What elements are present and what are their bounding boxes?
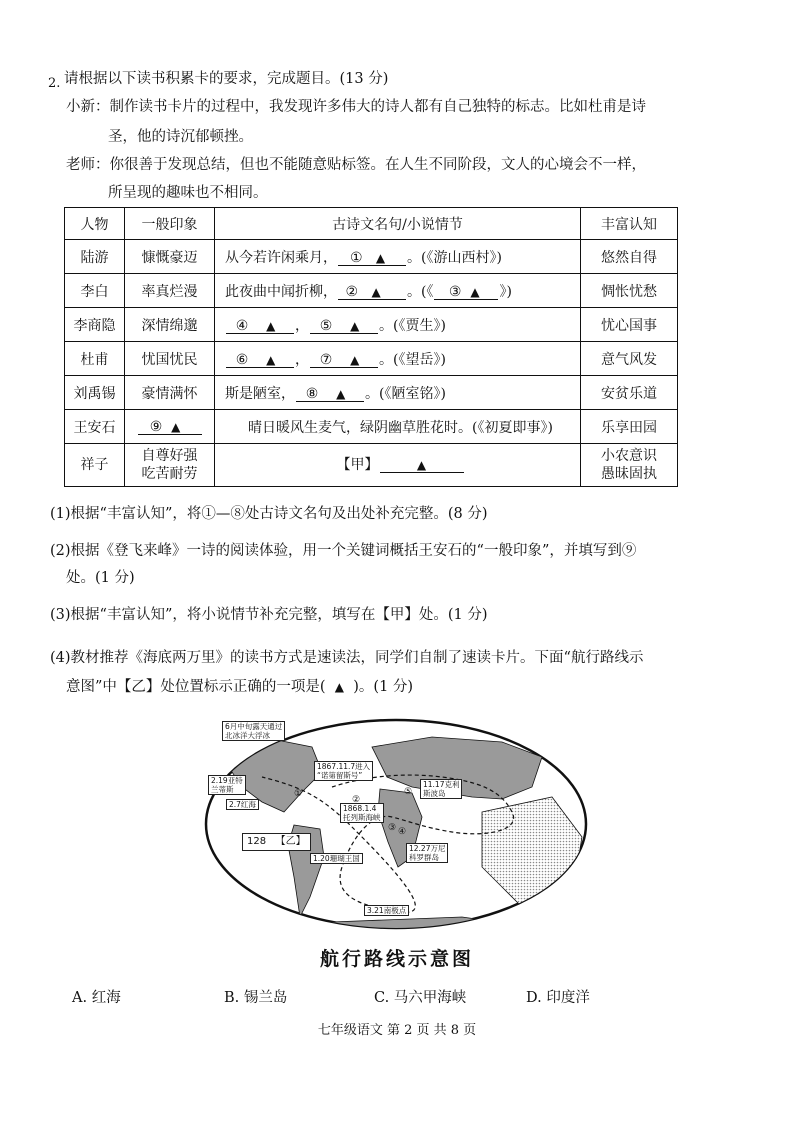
sub-question-4-line-1: (4)教材推荐《海底两万里》的读书方式是速读法，同学们自制了速读卡片。下面“航行路线示 bbox=[50, 650, 644, 666]
map-label-coral: 1.20珊瑚王国 bbox=[310, 853, 363, 864]
verse-cell bbox=[215, 342, 581, 376]
person-cell: 杜甫 bbox=[65, 342, 125, 376]
impression-cell: 豪情满怀 bbox=[125, 376, 215, 410]
person-cell: 陆游 bbox=[65, 240, 125, 274]
answer-blank-4[interactable]: ④ ▲ bbox=[226, 319, 294, 334]
verse-source: 。(《贾生》) bbox=[379, 317, 446, 334]
sub-question-2-line-1: (2)根据《登飞来峰》一诗的阅读体验，用一个关键词概括王安石的“一般印象”，并填写到⑨ bbox=[50, 543, 637, 559]
page-footer: 七年级语文 第 2 页 共 8 页 bbox=[317, 1023, 477, 1038]
option-a[interactable]: A. 红海 bbox=[72, 990, 121, 1006]
impression-cell: 深情绵邈 bbox=[125, 308, 215, 342]
table-row bbox=[65, 410, 678, 444]
impression-cell bbox=[125, 444, 215, 487]
triangle-icon: ▲ bbox=[416, 458, 427, 472]
rich-cell: 悠然自得 bbox=[581, 240, 678, 274]
header-impression: 一般印象 bbox=[125, 208, 215, 240]
teacher-line-1: 老师：你很善于发现总结，但也不能随意贴标签。在人生不同阶段，文人的心境会不一样， bbox=[66, 157, 646, 173]
verse-cell bbox=[215, 274, 581, 308]
map-label-yi: 128 【乙】 bbox=[242, 833, 311, 851]
verse-comma: ， bbox=[295, 351, 309, 368]
map-marker: ③ bbox=[388, 823, 397, 833]
map-marker: ⑤ bbox=[404, 787, 413, 797]
rich-cell bbox=[581, 444, 678, 487]
verse-source: 。(《游山西村》) bbox=[407, 249, 502, 266]
jia-label: 【甲】 bbox=[336, 457, 379, 473]
rich-cell: 惆怅忧愁 bbox=[581, 274, 678, 308]
verse-source-close: 》) bbox=[499, 283, 512, 300]
verse-cell bbox=[215, 376, 581, 410]
sub-question-2-line-2: 处。(1 分) bbox=[66, 570, 135, 586]
verse-source: 。(《陋室铭》) bbox=[365, 385, 446, 402]
impression-cell bbox=[125, 410, 215, 444]
header-verse: 古诗文名句/小说情节 bbox=[215, 208, 581, 240]
option-b[interactable]: B. 锡兰岛 bbox=[224, 990, 288, 1006]
triangle-icon: ▲ bbox=[171, 419, 181, 434]
answer-blank-8[interactable]: ⑧ ▲ bbox=[296, 387, 364, 402]
map-label-red-sea: 2.7红海 bbox=[226, 799, 259, 810]
map-title: 航行路线示意图 bbox=[319, 948, 474, 970]
voyage-route-map bbox=[202, 717, 590, 932]
verse-comma: ， bbox=[295, 317, 309, 334]
map-label-vanikoro: 12.27万尼 科罗群岛 bbox=[406, 843, 448, 863]
sub-question-1: (1)根据“丰富认知”，将①—⑧处古诗文名句及出处补充完整。(8 分) bbox=[50, 506, 488, 522]
answer-blank-2[interactable]: ② ▲ bbox=[338, 285, 406, 300]
answer-blank-6[interactable]: ⑥ ▲ bbox=[226, 353, 294, 368]
triangle-icon: ▲ bbox=[470, 284, 480, 299]
rich-cell: 乐享田园 bbox=[581, 410, 678, 444]
question-number: 2. bbox=[48, 76, 61, 91]
rich-cell: 安贫乐道 bbox=[581, 376, 678, 410]
verse-text: 从今若许闲乘月， bbox=[225, 249, 337, 266]
teacher-line-2: 所呈现的趣味也不相同。 bbox=[108, 185, 268, 201]
rich-cell: 忧心国事 bbox=[581, 308, 678, 342]
person-cell: 王安石 bbox=[65, 410, 125, 444]
rich-line: 小农意识 bbox=[601, 448, 657, 464]
map-label-atlantis: 2.19亚特 兰蒂斯 bbox=[208, 775, 246, 795]
map-label-crespo: 11.17克利 斯波岛 bbox=[420, 779, 462, 799]
verse-text: 斯是陋室， bbox=[225, 385, 295, 402]
triangle-icon: ▲ bbox=[334, 680, 345, 694]
triangle-icon: ▲ bbox=[266, 352, 276, 367]
rich-line: 愚昧固执 bbox=[601, 466, 657, 482]
answer-blank-1[interactable]: ① ▲ bbox=[338, 251, 406, 266]
table-header-row bbox=[65, 208, 678, 240]
map-marker: ② bbox=[352, 795, 361, 805]
verse-cell: 晴日暖风生麦气，绿阴幽草胜花时。(《初夏即事》) bbox=[215, 410, 581, 444]
impression-line: 自尊好强 bbox=[141, 448, 198, 464]
table-row bbox=[65, 308, 678, 342]
verse-source: 。(《望岳》) bbox=[379, 351, 446, 368]
header-person: 人物 bbox=[65, 208, 125, 240]
person-cell: 祥子 bbox=[65, 444, 125, 487]
triangle-icon: ▲ bbox=[350, 318, 360, 333]
rich-cell: 意气风发 bbox=[581, 342, 678, 376]
person-cell: 李白 bbox=[65, 274, 125, 308]
option-d[interactable]: D. 印度洋 bbox=[526, 990, 590, 1006]
table-row bbox=[65, 274, 678, 308]
option-c[interactable]: C. 马六甲海峡 bbox=[374, 990, 467, 1006]
map-marker: ④ bbox=[398, 827, 407, 837]
verse-cell bbox=[215, 240, 581, 274]
table-row bbox=[65, 342, 678, 376]
table-row bbox=[65, 240, 678, 274]
impression-cell: 忧国忧民 bbox=[125, 342, 215, 376]
impression-cell: 慷慨豪迈 bbox=[125, 240, 215, 274]
table-row bbox=[65, 376, 678, 410]
triangle-icon: ▲ bbox=[375, 250, 386, 265]
impression-cell: 率真烂漫 bbox=[125, 274, 215, 308]
verse-text: 此夜曲中闻折柳， bbox=[225, 283, 337, 300]
person-cell: 刘禹锡 bbox=[65, 376, 125, 410]
map-label-torres: 1868.1.4 托列斯海峡 bbox=[340, 803, 384, 823]
reading-card-table bbox=[64, 207, 678, 487]
map-label-south-pole: 3.21南极点 bbox=[364, 905, 409, 916]
xiaoxin-line-1: 小新：制作读书卡片的过程中，我发现许多伟大的诗人都有自己独特的标志。比如杜甫是诗 bbox=[66, 99, 646, 115]
map-marker: ① bbox=[294, 789, 303, 799]
answer-blank-7[interactable]: ⑦ ▲ bbox=[310, 353, 378, 368]
triangle-icon: ▲ bbox=[371, 284, 381, 299]
verse-cell bbox=[215, 308, 581, 342]
answer-blank-jia[interactable] bbox=[380, 458, 464, 473]
answer-blank-3[interactable]: ③ ▲ bbox=[434, 285, 498, 300]
triangle-icon: ▲ bbox=[336, 386, 346, 401]
map-label-arctic: 6月中旬露天通过 北冰洋大浮冰 bbox=[222, 721, 285, 741]
triangle-icon: ▲ bbox=[350, 352, 360, 367]
answer-blank-9[interactable]: ⑨ ▲ bbox=[138, 420, 202, 435]
verse-cell bbox=[215, 444, 581, 487]
sub-question-4-line-2: 意图”中【乙】处位置标示正确的一项是( ▲ )。(1 分) bbox=[66, 679, 414, 695]
map-label-start: 1867.11.7进入 “诺第留斯号” bbox=[314, 761, 373, 781]
verse-source-open: 。(《 bbox=[407, 283, 434, 300]
xiaoxin-line-2: 圣，他的诗沉郁顿挫。 bbox=[108, 129, 253, 145]
sub-question-3: (3)根据“丰富认知”，将小说情节补充完整，填写在【甲】处。(1 分) bbox=[50, 607, 488, 623]
person-cell: 李商隐 bbox=[65, 308, 125, 342]
question-intro: 请根据以下读书积累卡的要求，完成题目。(13 分) bbox=[64, 71, 389, 87]
header-rich: 丰富认知 bbox=[581, 208, 678, 240]
impression-line: 吃苦耐劳 bbox=[141, 466, 198, 482]
table-row bbox=[65, 444, 678, 487]
triangle-icon: ▲ bbox=[266, 318, 276, 333]
answer-blank-5[interactable]: ⑤ ▲ bbox=[310, 319, 378, 334]
